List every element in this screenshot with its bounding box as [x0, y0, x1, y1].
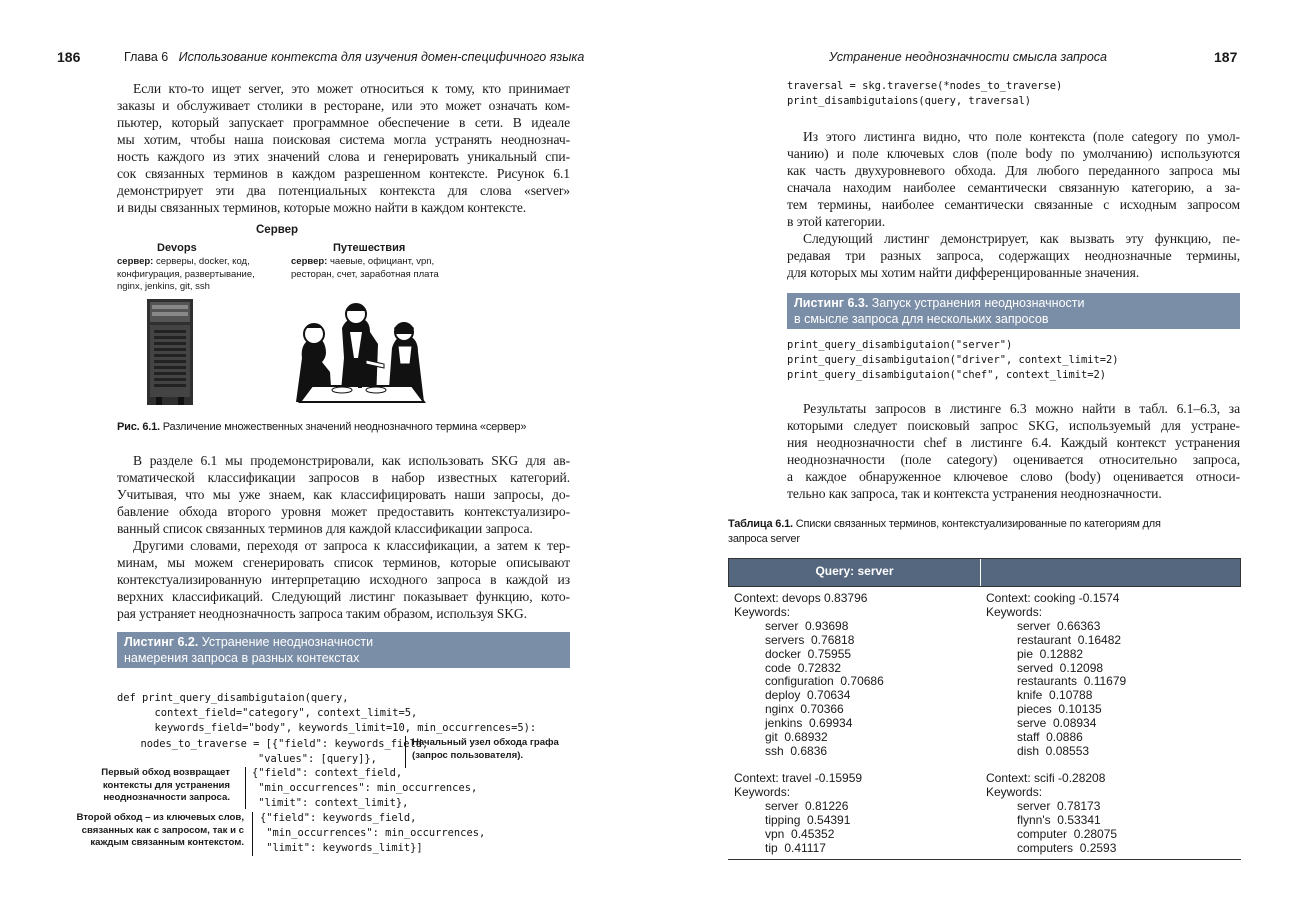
text-line: и виды связанных терминов, которые можно найти в каждом контексте. — [117, 200, 527, 215]
waiter-illustration — [292, 298, 432, 406]
text-line: чанию) и поле ключевых слов (поле body по умолчанию) используются — [787, 146, 1240, 161]
annotation-line-left-2 — [252, 812, 253, 856]
server-tower-image — [146, 298, 194, 406]
annotation-first-line2: контексты для устранения — [102, 779, 230, 791]
annotation-first-line1: Первый обход возвращает — [101, 767, 230, 778]
annotation-second-traversal — [56, 812, 244, 850]
table-keyword-row: server 0.78173 — [1017, 798, 1101, 813]
annotation-start-node — [412, 737, 559, 762]
text-line: неоднозначности (поле category) оценивается относительно запроса, — [787, 452, 1240, 467]
code-line: print_query_disambigutaion("driver", context_limit=2) — [787, 354, 1119, 366]
table-keyword-row: code 0.72832 — [765, 660, 842, 675]
annotation-second-line2: связанных как с запросом, так и с — [81, 824, 244, 836]
figure-title: Сервер — [256, 224, 299, 236]
table-keyword-row: deploy 0.70634 — [765, 688, 851, 703]
figure-devops-line3: nginx, jenkins, git, ssh — [117, 281, 210, 292]
table-keyword-row: knife 0.10788 — [1017, 688, 1093, 703]
table-bottom-rule — [728, 859, 1241, 860]
table-keyword-row: tip 0.41117 — [765, 840, 826, 855]
annotation-start-node-line2: (запрос пользователя). — [412, 749, 524, 761]
figure-devops-heading: Devops — [157, 242, 197, 254]
table-context-label: Context: travel -0.15959 — [734, 771, 863, 785]
code-line: context_field="category", context_limit=5, — [117, 707, 418, 719]
table-caption-label: Таблица 6.1. — [728, 518, 793, 530]
annotation-line-left-1 — [245, 767, 246, 809]
text-line: В разделе 6.1 мы продемонстрировали, как использовать SKG для ав- — [133, 453, 570, 468]
listing-6-3-label: Листинг 6.3. — [794, 296, 869, 310]
text-line: для которых мы хотим найти дифференцированные значения. — [787, 265, 1140, 280]
table-keyword-row: docker 0.75955 — [765, 646, 852, 661]
left-paragraph-2 — [117, 452, 570, 537]
table-keywords-label: Keywords: — [986, 604, 1043, 619]
listing-6-3-header — [787, 293, 1240, 329]
text-line: тем термины, наиболее семантически связанные с исходным запросом — [787, 197, 1240, 212]
code-line: print_disambigutaions(query, traversal) — [787, 95, 1031, 107]
table-keyword-row: server 0.66363 — [1017, 618, 1101, 633]
text-line: контекстуализированную интерпретацию исходного запроса в каждой из — [117, 572, 570, 587]
table-keyword-row: dish 0.08553 — [1017, 743, 1090, 758]
text-line: а каждое обнаруженное ключевое слово (body) оценивается относи- — [787, 469, 1240, 484]
text-line: ность каждого из этих значений слова и генерировать уникальный спи- — [117, 149, 570, 164]
left-paragraph-1 — [117, 80, 570, 216]
figure-devops-line1: серверы, docker, код, — [153, 256, 250, 267]
table-keyword-row: staff 0.0886 — [1017, 730, 1083, 745]
text-line: Если кто-то ищет server, это может относиться к тому, кто принимает — [133, 81, 570, 96]
code-line: print_query_disambigutaion("server") — [787, 339, 1013, 351]
running-title-right: Устранение неоднозначности смысла запроса — [829, 50, 1108, 64]
text-line: сначала находим наиболее семантически связанную категорию, а за- — [787, 180, 1240, 195]
right-paragraph-1 — [787, 128, 1240, 230]
code-line: def print_query_disambigutaion(query, — [117, 692, 349, 704]
text-line: бавление обхода второго уровня может предоставить контекстуализиро- — [117, 504, 570, 519]
text-line: заказы и обслуживает столики в ресторане, или это может означать ком- — [117, 98, 570, 113]
figure-travel-bold: сервер: — [291, 256, 328, 267]
table-block-travel — [734, 772, 974, 855]
table-block-cooking — [986, 592, 1236, 759]
running-head-left — [124, 50, 584, 64]
table-block-devops — [734, 592, 974, 759]
code-line: traversal = skg.traverse(*nodes_to_traverse) — [787, 80, 1063, 92]
text-line: ния неоднозначности chef в листинге 6.4. Каждый контекст устранения — [787, 435, 1240, 450]
text-line: как часть двухуровневого обхода. Для любого переданного запроса мы — [787, 163, 1240, 178]
table-keyword-row: tipping 0.54391 — [765, 812, 851, 827]
table-header-query: Query: server — [729, 559, 980, 586]
table-keyword-row: computer 0.28075 — [1017, 826, 1118, 841]
annotation-second-line3: каждым связанным контекстом. — [90, 837, 244, 848]
table-keywords-label: Keywords: — [986, 784, 1043, 799]
annotation-first-traversal — [82, 767, 230, 805]
text-line: Учитывая, что мы уже знаем, как классифицировать наши запросы, до- — [117, 487, 570, 502]
running-head-right — [829, 50, 1107, 64]
table-keyword-row: served 0.12098 — [1017, 660, 1104, 675]
table-keyword-row: ssh 0.6836 — [765, 743, 828, 758]
table-keyword-row: pieces 0.10135 — [1017, 702, 1102, 717]
listing-6-2-code-b: {"field": context_field, "min_occurrences": min_occurrences, "limit": context_limit}, — [252, 767, 478, 809]
table-keyword-row: computers 0.2593 — [1017, 840, 1117, 855]
code-line: print_query_disambigutaion("chef", context_limit=2) — [787, 369, 1107, 381]
figure-devops-bold: сервер: — [117, 256, 154, 267]
listing-6-3-title-2: в смысле запроса для нескольких запросов — [794, 312, 1049, 326]
figure-travel-line2: ресторан, счет, заработная плата — [291, 268, 439, 280]
table-keyword-row: vpn 0.45352 — [765, 826, 835, 841]
listing-6-2-title-2: намерения запроса в разных контекстах — [124, 651, 360, 665]
text-line: демонстрирует эти два потенциальных контекста для слова «server» — [117, 183, 570, 198]
table-keywords-label: Keywords: — [734, 604, 791, 619]
annotation-first-line3: неоднозначности запроса. — [103, 792, 230, 803]
listing-6-2-label: Листинг 6.2. — [124, 635, 199, 649]
table-keyword-row: nginx 0.70366 — [765, 702, 844, 717]
table-keyword-row: configuration 0.70686 — [765, 674, 884, 689]
left-paragraph-3 — [117, 537, 570, 622]
table-keyword-row: restaurants 0.11679 — [1017, 674, 1127, 689]
text-line: тельно как запроса, так и контекста устранения неоднозначности. — [787, 486, 1162, 501]
table-caption — [728, 517, 1240, 547]
text-line: в этой категории. — [787, 214, 886, 229]
table-keyword-row: restaurant 0.16482 — [1017, 632, 1122, 647]
listing-6-2-code-nodes: nodes_to_traverse = [{"field": keywords_field, — [128, 738, 429, 750]
table-keyword-row: jenkins 0.69934 — [765, 716, 853, 731]
text-line: верхних классификаций. Следующий листинг показывает функцию, кото- — [117, 589, 570, 604]
table-keyword-row: flynn's 0.53341 — [1017, 812, 1101, 827]
annotation-line-right — [405, 736, 406, 768]
table-header-row — [728, 558, 1241, 587]
page-number-right: 187 — [1214, 49, 1238, 65]
table-keywords-label: Keywords: — [734, 784, 791, 799]
text-line: которыми следует поисковый запрос SKG, используемый для устране- — [787, 418, 1240, 433]
text-line: рая устраняет неоднозначность запроса таким образом, используя SKG. — [117, 606, 527, 621]
text-line: пьютер, который запускает программное обеспечение в сети. В идеале — [117, 115, 570, 130]
table-keyword-row: git 0.68932 — [765, 730, 828, 745]
figure-caption-text: Различение множественных значений неоднозначного термина «сервер» — [159, 421, 527, 433]
text-line: Следующий листинг демонстрирует, как вызвать эту функцию, пе- — [803, 231, 1240, 246]
annotation-start-node-line1: Начальный узел обхода графа — [412, 737, 559, 748]
table-keyword-row: servers 0.76818 — [765, 632, 855, 647]
table-caption-text: Списки связанных терминов, контекстуализированные по категориям для — [792, 518, 1161, 530]
page-number-left: 186 — [57, 49, 81, 65]
text-line: Из этого листинга видно, что поле контекста (поле category по умол- — [803, 129, 1240, 144]
chapter-title: Использование контекста для изучения домен-специфичного языка — [178, 50, 585, 64]
code-line: keywords_field="body", keywords_limit=10, min_occurrences=5): — [117, 722, 537, 734]
code-top — [787, 79, 1062, 109]
text-line: ванный список связанных терминов для каждой классификации запроса. — [117, 521, 533, 536]
text-line: томатической классификации запросов в набор известных категорий. — [117, 470, 570, 485]
figure-caption-label: Рис. 6.1. — [117, 421, 160, 433]
text-line: сок связанных терминов в каждом разрешенном контексте. Рисунок 6.1 — [117, 166, 570, 181]
figure-travel-line1: чаевые, официант, vpn, — [327, 256, 435, 267]
figure-travel-heading: Путешествия — [333, 242, 406, 254]
listing-6-2-header — [117, 632, 570, 668]
figure-devops-line2: конфигурация, развертывание, — [117, 268, 255, 280]
text-line: редавая три разных запроса, содержащих неоднозначные термины, — [787, 248, 1240, 263]
figure-caption — [117, 421, 526, 433]
table-block-scifi — [986, 772, 1236, 855]
right-paragraph-2 — [787, 230, 1240, 281]
table-keyword-row: pie 0.12882 — [1017, 646, 1084, 661]
table-context-label: Context: devops 0.83796 — [734, 591, 868, 605]
figure-travel-text — [291, 256, 491, 281]
listing-6-2-title-1: Устранение неоднозначности — [198, 635, 374, 649]
table-keyword-row: serve 0.08934 — [1017, 716, 1097, 731]
listing-6-3-code — [787, 338, 1119, 383]
chapter-label: Глава 6 — [124, 50, 169, 64]
text-line: минам, мы можем сгенерировать список терминов, которые описывают — [117, 555, 570, 570]
right-paragraph-3 — [787, 400, 1240, 502]
annotation-second-line1: Второй обход – из ключевых слов, — [76, 812, 244, 823]
text-line: Результаты запросов в листинге 6.3 можно найти в табл. 6.1–6.3, за — [803, 401, 1240, 416]
table-header-empty — [981, 559, 1240, 586]
listing-6-2-code-values: "values": [query]}, — [258, 753, 377, 765]
table-context-label: Context: cooking -0.1574 — [986, 591, 1120, 605]
text-line: мы хотим, чтобы наша поисковая система могла устранять неоднознач- — [117, 132, 570, 147]
figure-devops-text — [117, 256, 287, 294]
table-caption-text-2: запроса server — [728, 533, 800, 545]
table-keyword-row: server 0.81226 — [765, 798, 849, 813]
table-keyword-row: server 0.93698 — [765, 618, 849, 633]
table-context-label: Context: scifi -0.28208 — [986, 771, 1106, 785]
listing-6-2-code-c: {"field": keywords_field, "min_occurrences": min_occurrences, "limit": keywords_limit}] — [260, 812, 486, 854]
text-line: Другими словами, переходя от запроса к классификации, а затем к тер- — [133, 538, 570, 553]
listing-6-3-title-1: Запуск устранения неоднозначности — [868, 296, 1085, 310]
